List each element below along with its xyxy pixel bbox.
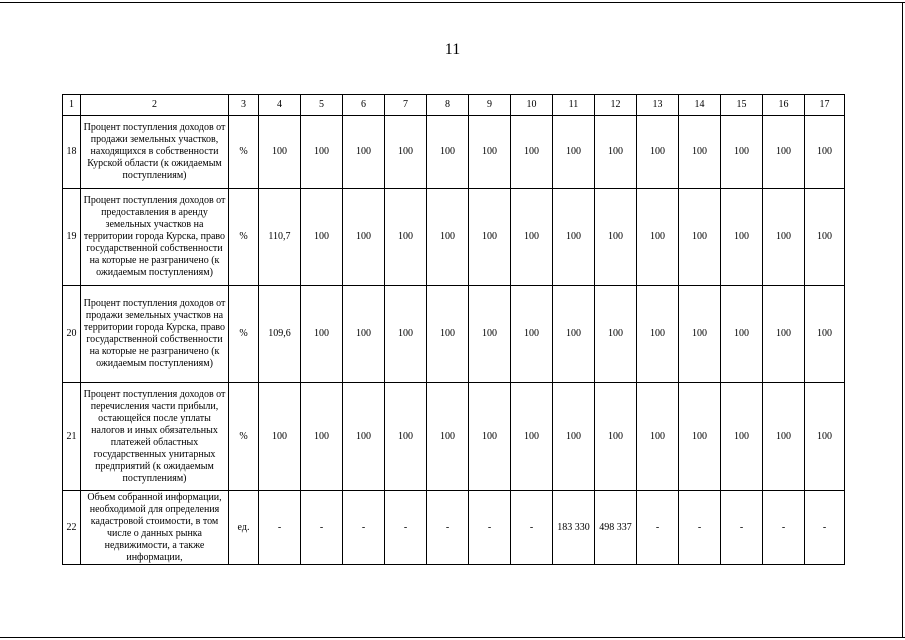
value-cell: -: [343, 491, 385, 565]
value-cell: 100: [637, 286, 679, 383]
table-row: [63, 189, 845, 286]
value-cell: 100: [343, 189, 385, 286]
column-number: 1: [63, 95, 81, 116]
value-cell: 100: [553, 286, 595, 383]
value-cell: 100: [259, 116, 301, 189]
value-cell: 100: [763, 116, 805, 189]
column-number: 11: [553, 95, 595, 116]
column-number: 8: [427, 95, 469, 116]
column-number: 16: [763, 95, 805, 116]
value-cell: 100: [805, 383, 845, 491]
row-number: 18: [63, 116, 81, 189]
value-cell: 100: [301, 116, 343, 189]
row-number: 22: [63, 491, 81, 565]
value-cell: -: [469, 491, 511, 565]
value-cell: -: [763, 491, 805, 565]
column-number: 17: [805, 95, 845, 116]
row-number: 21: [63, 383, 81, 491]
value-cell: 100: [469, 116, 511, 189]
indicator-name: Объем собранной информации, необходимой для определения кадастровой стоимости, в том числе о данных рынка недвижимости, а также информации,: [81, 491, 229, 565]
indicator-name: Процент поступления доходов от предоставления в аренду земельных участков на территории города Курска, право государственной собственности на которые не разграничено (к ожидаемым поступлениям): [81, 189, 229, 286]
value-cell: 100: [427, 116, 469, 189]
value-cell: -: [385, 491, 427, 565]
unit-cell: ед.: [229, 491, 259, 565]
column-number: 5: [301, 95, 343, 116]
scan-top-border: [0, 2, 905, 3]
indicator-name: Процент поступления доходов от перечисления части прибыли, остающейся после уплаты налогов и иных обязательных платежей областных государственных унитарных предприятий (к ожидаемым поступлениям): [81, 383, 229, 491]
table-row: [63, 491, 845, 565]
column-number: 2: [81, 95, 229, 116]
value-cell: 100: [679, 189, 721, 286]
value-cell: 110,7: [259, 189, 301, 286]
unit-cell: %: [229, 189, 259, 286]
value-cell: 100: [805, 286, 845, 383]
column-number: 3: [229, 95, 259, 116]
indicators-table: [62, 94, 845, 565]
indicator-name: Процент поступления доходов от продажи земельных участков, находящихся в собственности Курской области (к ожидаемым поступлениям): [81, 116, 229, 189]
value-cell: 100: [385, 286, 427, 383]
value-cell: 100: [679, 116, 721, 189]
table-row: [63, 116, 845, 189]
column-number: 4: [259, 95, 301, 116]
value-cell: 100: [427, 189, 469, 286]
value-cell: 100: [721, 383, 763, 491]
value-cell: 100: [721, 286, 763, 383]
value-cell: -: [637, 491, 679, 565]
value-cell: 100: [553, 383, 595, 491]
value-cell: 100: [637, 189, 679, 286]
value-cell: 100: [679, 383, 721, 491]
value-cell: 100: [805, 116, 845, 189]
value-cell: 100: [637, 383, 679, 491]
value-cell: -: [805, 491, 845, 565]
column-number: 9: [469, 95, 511, 116]
value-cell: 100: [343, 116, 385, 189]
value-cell: 100: [721, 116, 763, 189]
value-cell: 100: [511, 286, 553, 383]
scan-bottom-border: [0, 637, 905, 638]
table-row: [63, 286, 845, 383]
value-cell: 100: [301, 383, 343, 491]
value-cell: 100: [763, 286, 805, 383]
value-cell: 100: [805, 189, 845, 286]
value-cell: 498 337: [595, 491, 637, 565]
value-cell: 100: [469, 286, 511, 383]
unit-cell: %: [229, 286, 259, 383]
value-cell: 100: [343, 286, 385, 383]
column-number: 14: [679, 95, 721, 116]
value-cell: 100: [553, 116, 595, 189]
value-cell: -: [679, 491, 721, 565]
value-cell: -: [301, 491, 343, 565]
value-cell: 100: [469, 189, 511, 286]
value-cell: 100: [385, 189, 427, 286]
indicator-name: Процент поступления доходов от продажи земельных участков на территории города Курска, право государственной собственности на которые не разграничено (к ожидаемым поступлениям): [81, 286, 229, 383]
column-number: 10: [511, 95, 553, 116]
value-cell: 100: [595, 189, 637, 286]
value-cell: 100: [469, 383, 511, 491]
value-cell: 100: [637, 116, 679, 189]
row-number: 19: [63, 189, 81, 286]
value-cell: 109,6: [259, 286, 301, 383]
value-cell: 100: [595, 383, 637, 491]
value-cell: 100: [511, 189, 553, 286]
row-number: 20: [63, 286, 81, 383]
value-cell: -: [721, 491, 763, 565]
page-number: 11: [444, 41, 461, 58]
value-cell: 100: [763, 383, 805, 491]
column-number: 13: [637, 95, 679, 116]
value-cell: 100: [595, 286, 637, 383]
value-cell: 100: [763, 189, 805, 286]
table-header-row: [63, 95, 845, 116]
value-cell: 100: [511, 383, 553, 491]
column-number: 15: [721, 95, 763, 116]
value-cell: -: [427, 491, 469, 565]
value-cell: 100: [721, 189, 763, 286]
value-cell: 100: [301, 286, 343, 383]
value-cell: 100: [343, 383, 385, 491]
value-cell: 100: [553, 189, 595, 286]
value-cell: 183 330: [553, 491, 595, 565]
column-number: 12: [595, 95, 637, 116]
value-cell: -: [259, 491, 301, 565]
value-cell: 100: [679, 286, 721, 383]
column-number: 7: [385, 95, 427, 116]
value-cell: 100: [385, 383, 427, 491]
value-cell: 100: [259, 383, 301, 491]
value-cell: 100: [427, 286, 469, 383]
value-cell: -: [511, 491, 553, 565]
column-number: 6: [343, 95, 385, 116]
value-cell: 100: [385, 116, 427, 189]
value-cell: 100: [511, 116, 553, 189]
scan-right-border: [902, 2, 903, 638]
unit-cell: %: [229, 116, 259, 189]
unit-cell: %: [229, 383, 259, 491]
table-row: [63, 383, 845, 491]
value-cell: 100: [301, 189, 343, 286]
value-cell: 100: [427, 383, 469, 491]
value-cell: 100: [595, 116, 637, 189]
